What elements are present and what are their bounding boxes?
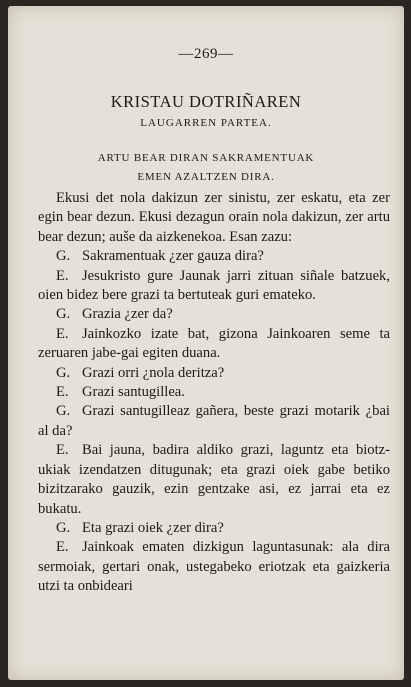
dialogue-speaker: E. bbox=[56, 384, 69, 401]
page-subtitle: LAUGARREN PARTEA. bbox=[140, 117, 272, 129]
page-title: KRISTAU DOTRIÑAREN bbox=[110, 92, 302, 111]
dialogue-line bbox=[38, 441, 390, 519]
dialogue-line bbox=[38, 325, 390, 364]
dialogue-text: Grazi santugillea. bbox=[82, 384, 185, 401]
dialogue-text: Jesukristo gure Jaunak jarri zituan siñale batzuek, oien bidez bere grazi ta bertuteak guri emateko. bbox=[38, 267, 390, 304]
dialogue-speaker: E. bbox=[56, 267, 69, 284]
section-heading-line: ARTU BEAR DIRAN SAKRAMENTUAK bbox=[97, 152, 315, 164]
page-number: —269— bbox=[178, 46, 234, 62]
dialogue-line bbox=[38, 267, 390, 306]
section-heading bbox=[8, 149, 404, 187]
dialogue-speaker: G. bbox=[56, 248, 71, 265]
page-body bbox=[38, 189, 390, 597]
dialogue-line bbox=[38, 519, 390, 538]
dialogue-speaker: E. bbox=[56, 442, 69, 459]
dialogue-text: Grazi santugilleaz gañera, beste grazi motarik ¿bai al da? bbox=[38, 403, 390, 439]
dialogue-line bbox=[38, 247, 390, 266]
dialogue-line bbox=[38, 364, 390, 383]
dialogue-text: Eta grazi oiek ¿zer dira? bbox=[82, 519, 224, 536]
dialogue-text: Grazia ¿zer da? bbox=[82, 306, 173, 323]
section-heading-line: EMEN AZALTZEN DIRA. bbox=[137, 171, 275, 183]
dialogue-text: Bai jauna, badira aldiko grazi, laguntz eta biotz-ukiak izendatzen ditugunak; eta grazi oiek gabe betiko bizitzarako gauzik, ezin gentzake asi, ez jarrai eta ez bukatu. bbox=[38, 442, 390, 517]
dialogue-speaker: E. bbox=[56, 325, 69, 342]
dialogue bbox=[38, 247, 390, 596]
intro-paragraph: Ekusi det nola dakizun zer sinistu, zer eskatu, eta zer egin bear dezun. Ekusi dezagun orain nola dakizun, zer artu bear dezun; auše da aizkenekoa. Esan zazu: bbox=[38, 190, 390, 245]
dialogue-speaker: E. bbox=[56, 539, 69, 556]
dialogue-line bbox=[38, 305, 390, 324]
dialogue-text: Jainkozko izate bat, gizona Jainkoaren seme ta zeruaren jabe-gai egiten duana. bbox=[38, 325, 390, 362]
dialogue-speaker: G. bbox=[56, 519, 71, 536]
dialogue-text: Grazi orri ¿nola deritza? bbox=[82, 364, 225, 381]
dialogue-speaker: G. bbox=[56, 364, 71, 381]
dialogue-line bbox=[38, 383, 390, 402]
dialogue-text: Sakramentuak ¿zer gauza dira? bbox=[82, 248, 264, 265]
dialogue-line bbox=[38, 538, 390, 596]
dialogue-line bbox=[38, 402, 390, 441]
book-page bbox=[8, 6, 404, 680]
dialogue-speaker: G. bbox=[56, 306, 71, 323]
dialogue-speaker: G. bbox=[56, 403, 71, 420]
dialogue-text: Jainkoak ematen dizkigun laguntasunak: ala dira sermoiak, gertari onak, ustegabeko eriotzak eta gaizkeria utzi ta onbideari bbox=[38, 539, 390, 595]
